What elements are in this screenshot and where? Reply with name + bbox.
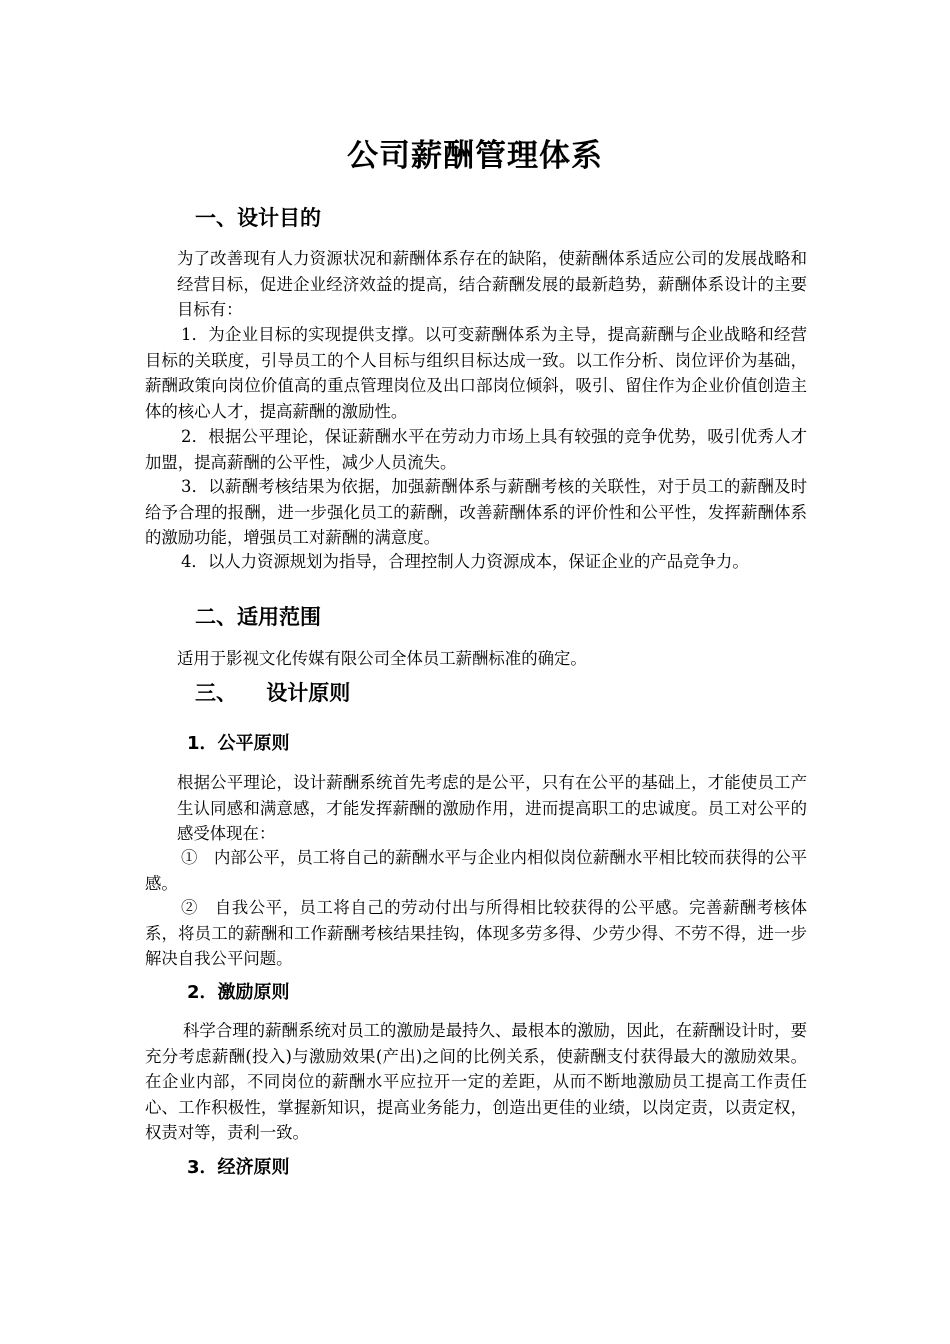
section-heading-design-purpose: 一、设计目的 [195, 206, 321, 230]
section-intro-paragraph: 为了改善现有人力资源状况和薪酬体系存在的缺陷，使薪酬体系适应公司的发展战略和经营目标，促进企业经济效益的提高，结合薪酬发展的最新趋势，薪酬体系设计的主要目标有： [177, 249, 807, 319]
section-heading-design-principles: 三、 设计原则 [195, 681, 351, 705]
fairness-intro-paragraph: 根据公平理论，设计薪酬系统首先考虑的是公平，只有在公平的基础上，才能使员工产生认同感和满意感，才能发挥薪酬的激励作用，进而提高职工的忠诚度。员工对公平的感受体现在： [177, 773, 807, 843]
subheading-incentive-principle: 2．激励原则 [187, 982, 290, 1003]
fairness-item-self: ② 自我公平，员工将自己的劳动付出与所得相比较获得的公平感。完善薪酬考核体系，将员工的薪酬和工作薪酬考核结果挂钩，体现多劳多得、少劳少得、不劳不得，进一步解决自我公平问题。 [145, 898, 807, 968]
section-heading-scope: 二、适用范围 [195, 605, 321, 629]
incentive-paragraph: 科学合理的薪酬系统对员工的激励是最持久、最根本的激励，因此，在薪酬设计时，要充分考虑薪酬(投入)与激励效果(产出)之间的比例关系，使薪酬支付获得最大的激励效果。在企业内部，不同岗位的薪酬水平应拉开一定的差距，从而不断地激励员工提高工作责任心、工作积极性，掌握新知识，提高业务能力，创造出更佳的业绩，以岗定责，以责定权，权责对等，责利一致。 [145, 1021, 807, 1142]
scope-paragraph: 适用于影视文化传媒有限公司全体员工薪酬标准的确定。 [177, 649, 587, 668]
purpose-item-1: 1．为企业目标的实现提供支撑。以可变薪酬体系为主导，提高薪酬与企业战略和经营目标的关联度，引导员工的个人目标与组织目标达成一致。以工作分析、岗位评价为基础，薪酬政策向岗位价值高的重点管理岗位及出口部岗位倾斜，吸引、留住作为企业价值创造主体的核心人才，提高薪酬的激励性。 [145, 325, 807, 421]
purpose-item-3: 3．以薪酬考核结果为依据，加强薪酬体系与薪酬考核的关联性，对于员工的薪酬及时给予合理的报酬，进一步强化员工的薪酬，改善薪酬体系的评价性和公平性，发挥薪酬体系的激励功能，增强员工对薪酬的满意度。 [145, 477, 807, 547]
purpose-item-2: 2．根据公平理论，保证薪酬水平在劳动力市场上具有较强的竞争优势，吸引优秀人才加盟，提高薪酬的公平性，减少人员流失。 [145, 427, 807, 472]
document-title: 公司薪酬管理体系 [347, 138, 603, 174]
subheading-economic-principle: 3．经济原则 [187, 1157, 290, 1178]
fairness-item-internal: ① 内部公平，员工将自己的薪酬水平与企业内相似岗位薪酬水平相比较而获得的公平感。 [145, 848, 807, 893]
purpose-item-4: 4．以人力资源规划为指导，合理控制人力资源成本，保证企业的产品竞争力。 [181, 552, 749, 571]
subheading-fairness-principle: 1．公平原则 [187, 733, 290, 754]
